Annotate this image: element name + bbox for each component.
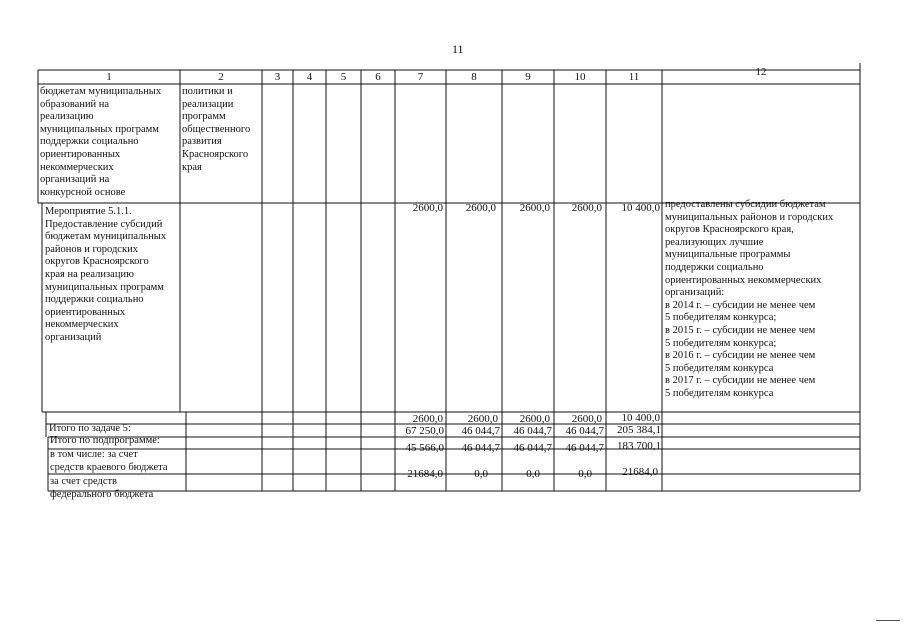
- total-regional-col8: 46 044,7: [461, 442, 500, 454]
- total-federal-col7: 21684,0: [407, 468, 443, 480]
- measure-description: Мероприятие 5.1.1. Предоставление субсидий бюджетам муниципальных районов и городских округов Красноярского края на реализацию муниципальных программ поддержки социально ориентированных некоммерческих организаций: [45, 206, 167, 343]
- total-federal-label: за счет средств федерального бюджета: [50, 476, 154, 500]
- total-subprogram-label: Итого по подпрограмме:: [50, 435, 160, 446]
- prev-row-description: бюджетам муниципальных образований на реализацию муниципальных программ поддержки социально ориентированных некоммерческих организаций на конкурсной основе: [40, 86, 162, 198]
- header-col-2: 2: [218, 71, 224, 83]
- total-federal-col11: 21684,0: [622, 466, 658, 478]
- total-subprogram-col10: 46 044,7: [565, 425, 604, 437]
- measure-expected-result: предоставлены субсидии бюджетам муниципальных районов и городских округов Красноярского края, реализующих лучшие муниципальные программы поддержки социально ориентированных некоммерческих организаций: в 2014 г. – субсидии не менее чем 5 победителям конкурса; в 2015 г. – субсидии не менее чем 5 победителям конкурса; в 2016 г. – субсидии не менее чем 5 победителям конкурса в 2017 г. – субсидии не менее чем 5 победителям конкурса: [665, 199, 834, 399]
- header-col-4: 4: [306, 71, 313, 83]
- header-col-7: 7: [417, 71, 424, 83]
- total-regional-col11: 183 700,1: [617, 440, 661, 452]
- measure-value-col9: 2600,0: [519, 202, 550, 214]
- total-subprogram-col9: 46 044,7: [513, 425, 552, 437]
- header-col-9: 9: [525, 71, 531, 83]
- total-task5-col8: 2600,0: [467, 413, 498, 425]
- header-col-12: 12: [755, 66, 767, 78]
- total-task5-col9: 2600,0: [519, 413, 550, 425]
- header-col-10: 10: [574, 71, 586, 83]
- total-task5-label: Итого по задаче 5:: [49, 423, 131, 434]
- total-federal-col8: 0,0: [474, 468, 488, 480]
- total-regional-col7: 45 566,0: [405, 442, 444, 454]
- total-federal-col9: 0,0: [526, 468, 540, 480]
- measure-value-col8: 2600,0: [465, 202, 496, 214]
- page-number: 11: [452, 42, 464, 56]
- total-task5-col7: 2600,0: [412, 413, 443, 425]
- header-col-6: 6: [375, 71, 381, 83]
- prev-row-responsible: политики и реализации программ общественного развития Красноярского края: [182, 86, 251, 173]
- total-regional-col10: 46 044,7: [565, 442, 604, 454]
- header-col-3: 3: [274, 71, 281, 83]
- total-task5-col10: 2600,0: [571, 413, 602, 425]
- header-col-5: 5: [340, 71, 347, 83]
- header-col-11: 11: [628, 71, 640, 83]
- total-federal-col10: 0,0: [578, 468, 592, 480]
- total-regional-col9: 46 044,7: [513, 442, 552, 454]
- total-regional-label: в том числе: за счет средств краевого бюджета: [50, 449, 168, 473]
- header-col-1: 1: [106, 71, 112, 83]
- total-subprogram-col8: 46 044,7: [461, 425, 500, 437]
- total-subprogram-col7: 67 250,0: [405, 425, 444, 437]
- total-task5-col11: 10 400,0: [621, 412, 660, 424]
- measure-value-col7: 2600,0: [412, 202, 443, 214]
- measure-value-col10: 2600,0: [571, 202, 602, 214]
- header-col-8: 8: [471, 71, 477, 83]
- scan-artifact: [876, 620, 900, 621]
- measure-value-col11: 10 400,0: [621, 202, 660, 214]
- total-subprogram-col11: 205 384,1: [617, 424, 661, 436]
